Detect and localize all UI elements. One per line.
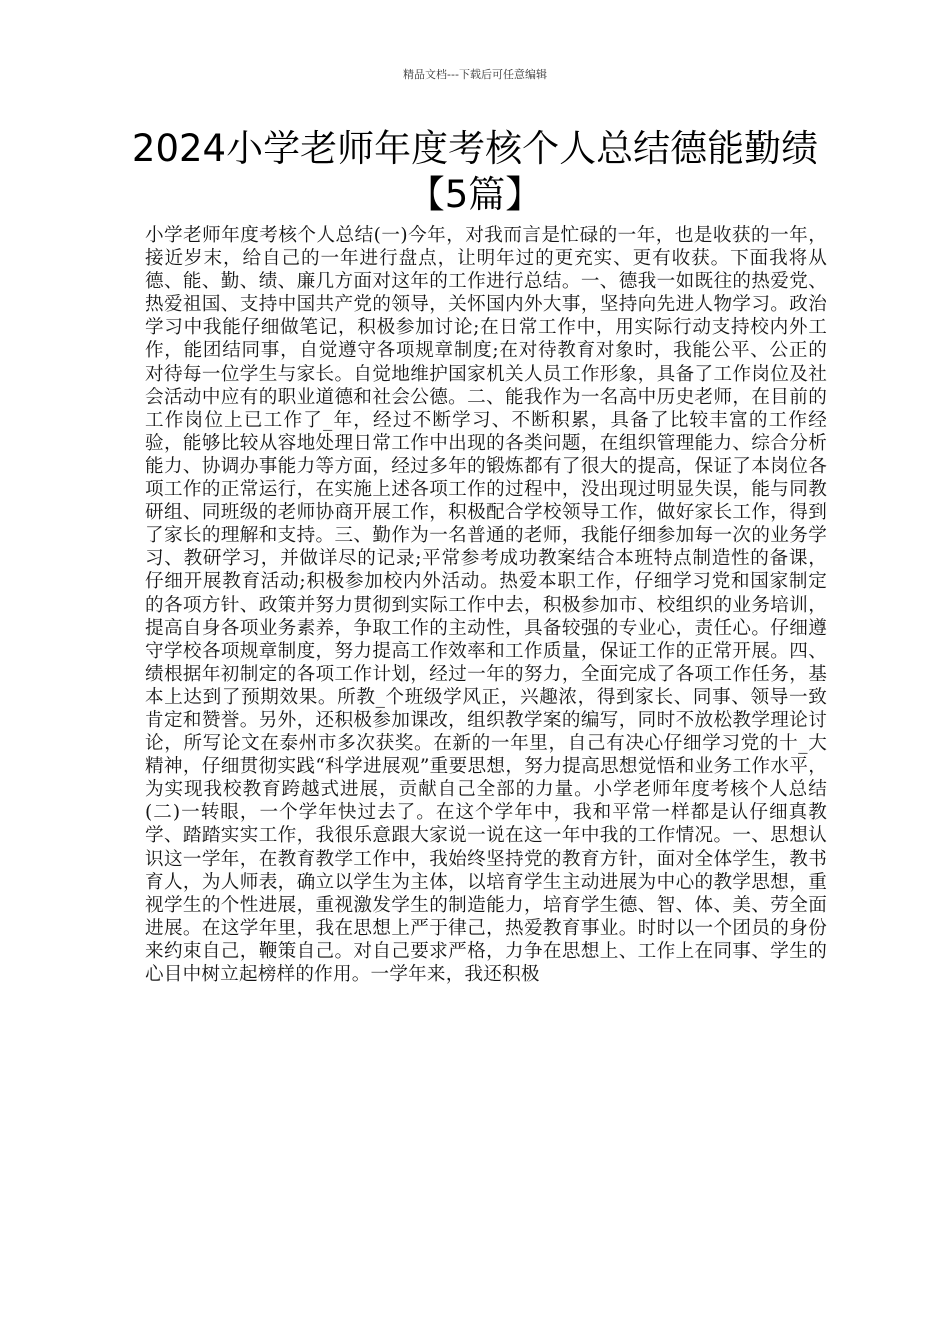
document-body-text: 小学老师年度考核个人总结(一)今年，对我而言是忙碌的一年，也是收获的一年，接近岁末，给自己的一年进行盘点，让明年过的更充实、更有收获。下面我将从德、能、勤、绩、廉几方面对这年的工作进行总结。一、德我一如既往的热爱党、热爱祖国、支持中国共产党的领导，关怀国内外大事，坚持向先进人物学习。政治学习中我能仔细做笔记，积极参加讨论;在日常工作中，用实际行动支持校内外工作，能团结同事，自觉遵守各项规章制度;在对待教育对象时，我能公平、公正的对待每一位学生与家长。自觉地维护国家机关人员工作形象，具备了工作岗位及社会活动中应有的职业道德和社会公德。二、能我作为一名高中历史老师，在目前的工作岗位上已工作了_年，经过不断学习、不断积累，具备了比较丰富的工作经验，能够比较从容地处理日常工作中出现的各类问题，在组织管理能力、综合分析能力、协调办事能力等方面，经过多年的锻炼都有了很大的提高，保证了本岗位各项工作的正常运行，在实施上述各项工作的过程中，没出现过明显失误，能与同教研组、同班级的老师协商开展工作，积极配合学校领导工作，做好家长工作，得到了家长的理解和支持。三、勤作为一名普通的老师，我能仔细参加每一次的业务学习、教研学习，并做详尽的记录;平常参考成功教案结合本班特点制造性的备课，仔细开展教育活动;积极参加校内外活动。热爱本职工作，仔细学习党和国家制定的各项方针、政策并努力贯彻到实际工作中去，积极参加市、校组织的业务培训，提高自身各项业务素养，争取工作的主动性，具备较强的专业心，责任心。仔细遵守学校各项规章制度，努力提高工作效率和工作质量，保证工作的正常开展。四、绩根据年初制定的各项工作计划，经过一年的努力，全面完成了各项工作任务，基本上达到了预期效果。所教_个班级学风正，兴趣浓，得到家长、同事、领导一致肯定和赞誉。另外，还积极参加课改，组织教学案的编写，同时不放松教学理论讨论，所写论文在泰州市多次获奖。在新的一年里，自己有决心仔细学习党的十_大精神，仔细贯彻实践“科学进展观”重要思想，努力提高思想觉悟和业务工作水平，为实现我校教育跨越式进展，贡献自己全部的力量。小学老师年度考核个人总结(二)一转眼，一个学年快过去了。在这个学年中，我和平常一样都是认仔细真教学、踏踏实实工作，我很乐意跟大家说一说在这一年中我的工作情况。一、思想认识这一学年，在教育教学工作中，我始终坚持党的教育方针，面对全体学生，教书育人，为人师表，确立以学生为主体，以培育学生主动进展为中心的教学思想，重视学生的个性进展，重视激发学生的制造能力，培育学生德、智、体、美、劳全面进展。在这学年里，我在思想上严于律己，热爱教育事业。时时以一个团员的身份来约束自己，鞭策自己。对自己要求严格，力争在思想上、工作上在同事、学生的心目中树立起榜样的作用。一学年来，我还积极 (145, 225, 827, 985)
page-header-note: 精品文档---下载后可任意编辑 (403, 68, 547, 81)
document-title: 2024小学老师年度考核个人总结德能勤绩【5篇】 (131, 127, 819, 216)
